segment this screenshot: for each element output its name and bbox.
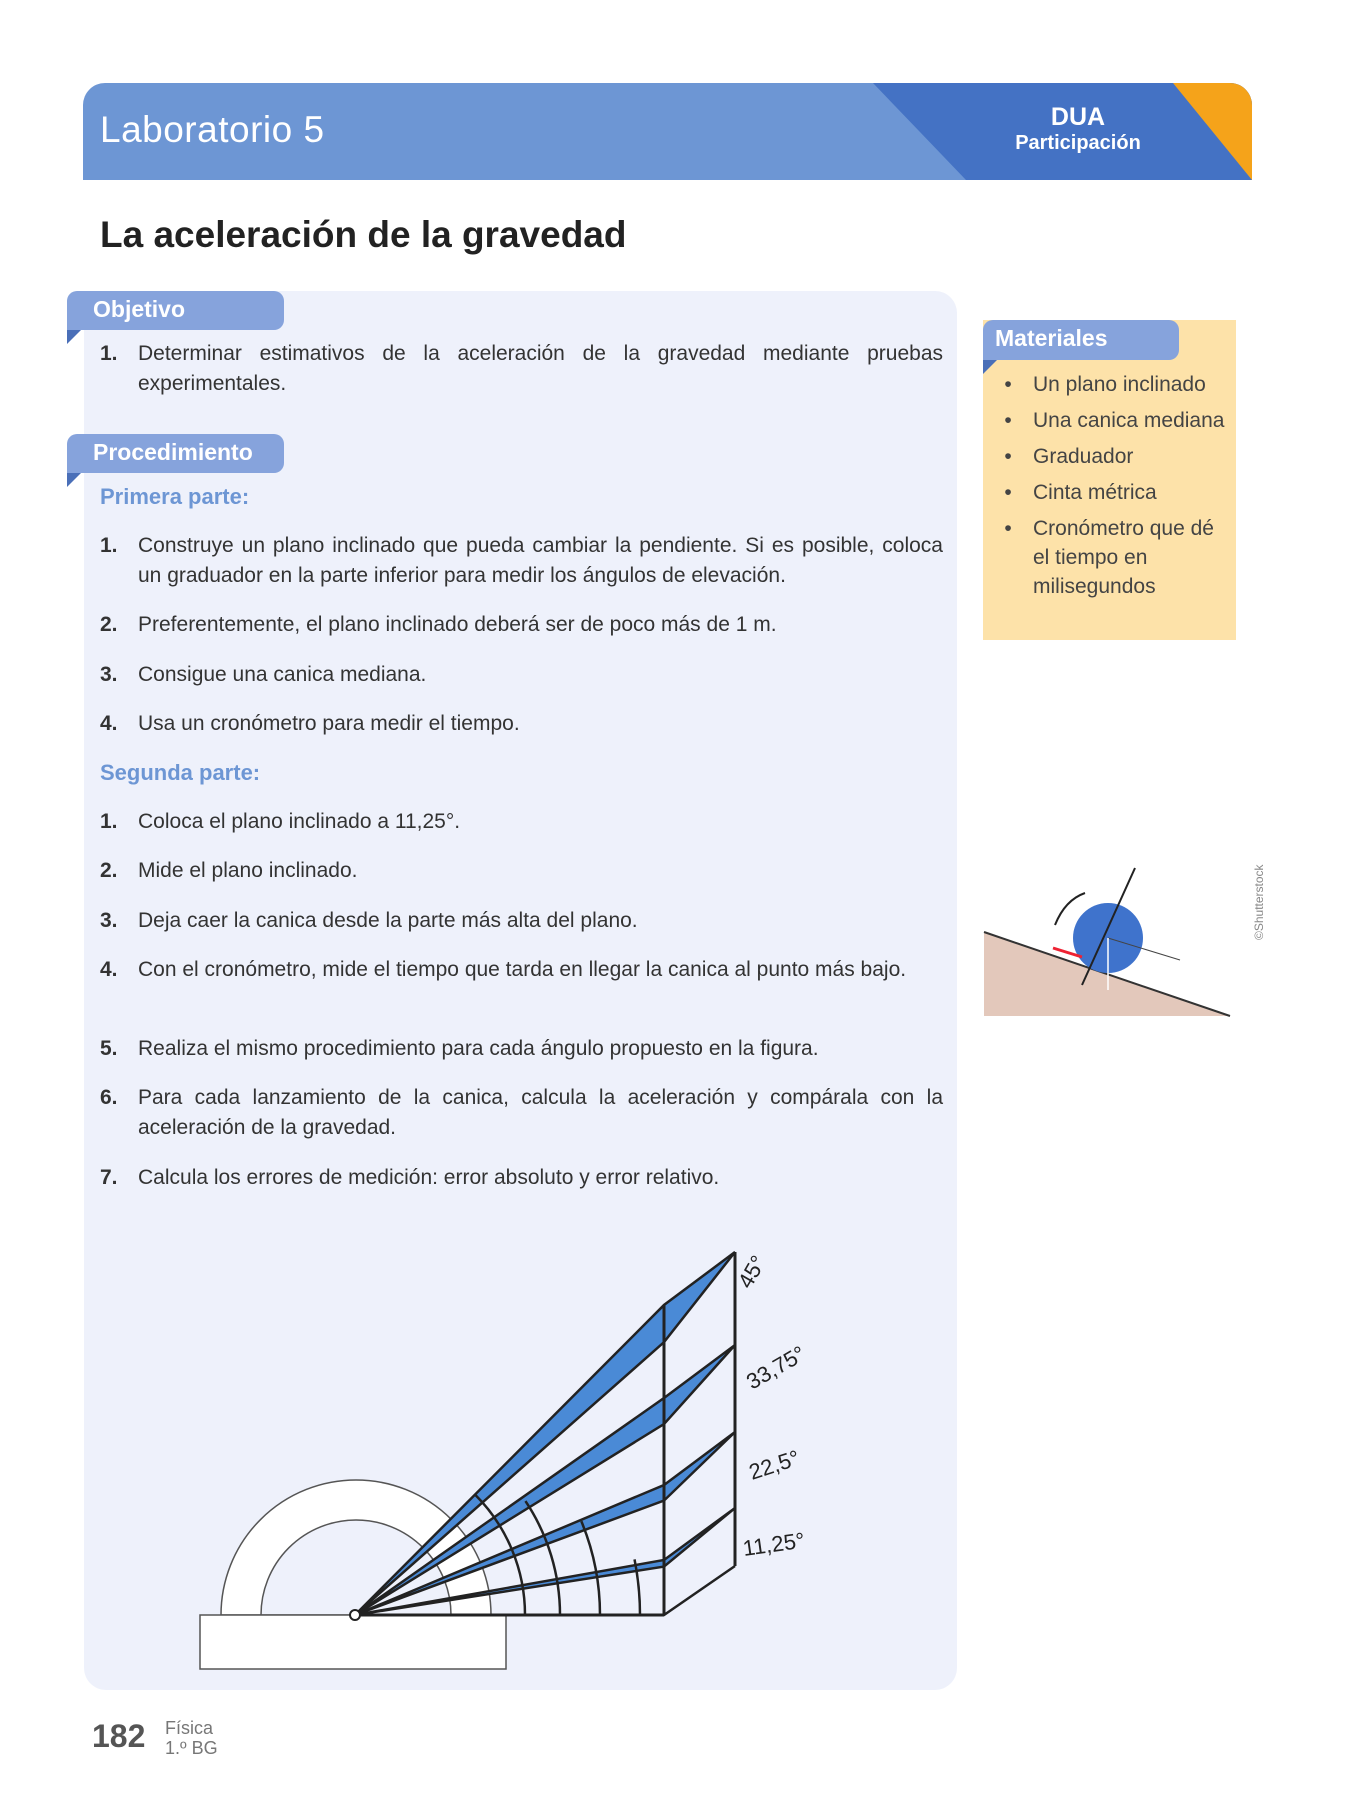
incline-ball-diagram <box>984 868 1230 1016</box>
item-number: 3. <box>100 909 118 932</box>
item-text: Consigue una canica mediana. <box>138 663 427 686</box>
segunda-parte-heading: Segunda parte: <box>100 760 261 785</box>
material-text: Una canica mediana <box>1033 409 1225 432</box>
bullet-icon: • <box>1004 409 1012 432</box>
lab-title: Laboratorio 5 <box>100 109 325 150</box>
angle-label-22-5: 22,5° <box>745 1445 803 1485</box>
procedimiento-tab: Procedimiento <box>67 434 284 473</box>
inclined-plane <box>355 1252 735 1615</box>
angle-label-11-25: 11,25° <box>741 1527 807 1561</box>
material-text: Un plano inclinado <box>1033 373 1206 396</box>
item-number: 5. <box>100 1037 118 1060</box>
item-number: 4. <box>100 958 118 981</box>
item-number: 3. <box>100 663 118 686</box>
primera-parte-heading: Primera parte: <box>100 484 250 509</box>
page-title: La aceleración de la gravedad <box>100 214 627 255</box>
objetivo-tab: Objetivo <box>67 291 284 330</box>
bullet-icon: • <box>1004 517 1012 540</box>
item-number: 6. <box>100 1086 118 1109</box>
angles-figure <box>200 1251 810 1669</box>
item-text: Coloca el plano inclinado a 11,25°. <box>138 810 461 833</box>
item-number: 1. <box>100 810 118 833</box>
angle-label-33-75: 33,75° <box>742 1340 810 1395</box>
item-text: Usa un cronómetro para medir el tiempo. <box>138 712 520 735</box>
bullet-icon: • <box>1004 445 1012 468</box>
bullet-icon: • <box>1004 373 1012 396</box>
material-text: Cinta métrica <box>1033 481 1157 504</box>
item-number: 2. <box>100 613 118 636</box>
footer-subject <box>165 1718 218 1758</box>
item-text: Construye un plano inclinado que pueda cambiar la pendiente. Si es posible, coloca un graduador en la parte inferior para medir los ángulos de elevación. <box>138 534 943 587</box>
materiales-tab: Materiales <box>983 320 1179 360</box>
page-number: 182 <box>92 1718 146 1754</box>
dua-title: DUA <box>1050 103 1106 131</box>
item-text: Calcula los errores de medición: error absoluto y error relativo. <box>138 1166 720 1189</box>
material-text: Graduador <box>1033 445 1134 468</box>
angle-arc-arrow <box>525 1501 560 1615</box>
material-text: Cronómetro que dé el tiempo en milisegundos <box>1033 517 1214 598</box>
grade-label: 1.º BG <box>165 1738 218 1758</box>
item-number: 1. <box>100 534 118 557</box>
item-text: Preferentemente, el plano inclinado deberá ser de poco más de 1 m. <box>138 613 777 636</box>
item-number: 4. <box>100 712 118 735</box>
bullet-icon: • <box>1004 481 1012 504</box>
subject-name: Física <box>165 1718 214 1738</box>
angle-arc-arrow <box>581 1521 600 1615</box>
item-text: Deja caer la canica desde la parte más alta del plano. <box>138 909 638 932</box>
item-text: Para cada lanzamiento de la canica, calcula la aceleración y compárala con la aceleración de la gravedad. <box>138 1086 943 1139</box>
item-text: Realiza el mismo procedimiento para cada ángulo propuesto en la figura. <box>138 1037 819 1060</box>
item-text: Con el cronómetro, mide el tiempo que tarda en llegar la canica al punto más bajo. <box>138 958 907 981</box>
item-number: 7. <box>100 1166 118 1189</box>
dua-subtitle: Participación <box>1015 132 1141 154</box>
item-text: Mide el plano inclinado. <box>138 859 358 882</box>
image-credit: ©Shutterstock <box>1252 864 1266 940</box>
angle-label-45: 45° <box>732 1251 771 1293</box>
item-number: 1. <box>100 342 118 365</box>
item-number: 2. <box>100 859 118 882</box>
item-text: Determinar estimativos de la aceleración de la gravedad mediante pruebas experimentales. <box>138 342 943 395</box>
